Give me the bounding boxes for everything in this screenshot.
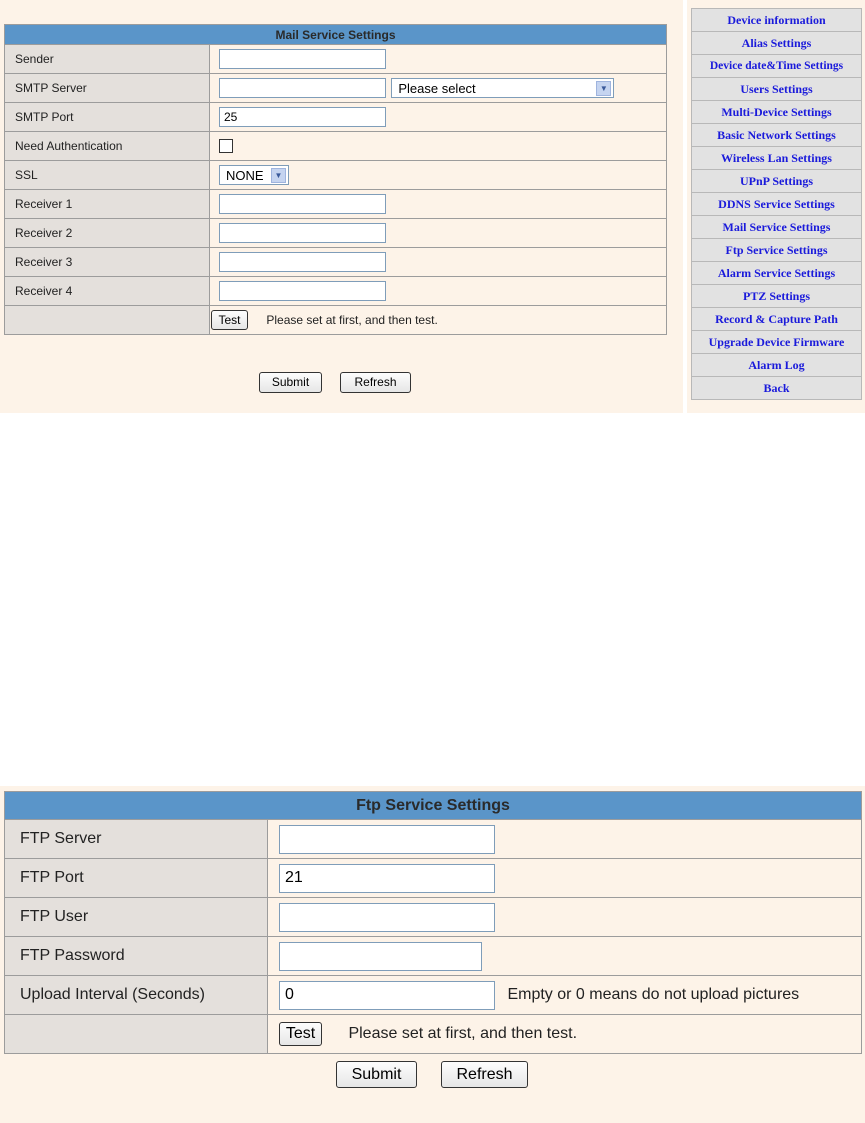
chevron-down-icon: ▼: [271, 168, 286, 183]
nav-item-ftp-service-settings[interactable]: Ftp Service Settings: [692, 239, 862, 262]
sender-input[interactable]: [219, 49, 386, 69]
ftp-server-input[interactable]: [279, 825, 495, 854]
ftp-port-input[interactable]: [279, 864, 495, 893]
mail-submit-button[interactable]: Submit: [259, 372, 322, 393]
nav-item-alarm-log[interactable]: Alarm Log: [692, 354, 862, 377]
ftp-submit-button[interactable]: Submit: [336, 1061, 417, 1088]
auth-label: Need Authentication: [5, 132, 210, 161]
nav-item-ptz-settings[interactable]: PTZ Settings: [692, 285, 862, 308]
nav-item-upnp-settings[interactable]: UPnP Settings: [692, 170, 862, 193]
mail-settings-title: Mail Service Settings: [5, 25, 667, 45]
mail-settings-form: [4, 24, 667, 335]
smtp-port-label: SMTP Port: [5, 103, 210, 132]
mail-test-note: Please set at first, and then test.: [266, 313, 438, 327]
mail-refresh-button[interactable]: Refresh: [340, 372, 411, 393]
ftp-server-label: FTP Server: [5, 820, 268, 859]
receiver3-label: Receiver 3: [5, 248, 210, 277]
nav-item-ddns-service-settings[interactable]: DDNS Service Settings: [692, 193, 862, 216]
nav-item-basic-network-settings[interactable]: Basic Network Settings: [692, 124, 862, 147]
smtp-server-select[interactable]: [391, 78, 614, 98]
ftp-test-button[interactable]: Test: [279, 1022, 322, 1046]
sender-label: Sender: [5, 45, 210, 74]
nav-item-record-capture-path[interactable]: Record & Capture Path: [692, 308, 862, 331]
nav-item-multi-device-settings[interactable]: Multi-Device Settings: [692, 101, 862, 124]
receiver3-input[interactable]: [219, 252, 386, 272]
ftp-settings-title: Ftp Service Settings: [5, 792, 862, 820]
nav-item-mail-service-settings[interactable]: Mail Service Settings: [692, 216, 862, 239]
nav-item-upgrade-device-firmware[interactable]: Upgrade Device Firmware: [692, 331, 862, 354]
nav-item-users-settings[interactable]: Users Settings: [692, 78, 862, 101]
receiver4-label: Receiver 4: [5, 277, 210, 306]
auth-checkbox[interactable]: [219, 139, 233, 153]
nav-item-device-information[interactable]: Device information: [692, 9, 862, 32]
smtp-server-select-value: Please select: [398, 80, 476, 96]
nav-item-alarm-service-settings[interactable]: Alarm Service Settings: [692, 262, 862, 285]
ftp-test-row-spacer: [5, 1015, 268, 1054]
receiver1-label: Receiver 1: [5, 190, 210, 219]
receiver2-label: Receiver 2: [5, 219, 210, 248]
ftp-user-label: FTP User: [5, 898, 268, 937]
ssl-select[interactable]: [219, 165, 289, 185]
nav-item-device-datetime-settings[interactable]: Device date&Time Settings: [692, 55, 862, 78]
nav-item-back[interactable]: Back: [692, 377, 862, 400]
receiver1-input[interactable]: [219, 194, 386, 214]
mail-test-button[interactable]: Test: [211, 310, 248, 330]
ftp-settings-form: [4, 791, 862, 1054]
ssl-select-value: NONE: [226, 167, 264, 183]
settings-nav: [691, 8, 862, 400]
upload-interval-note: Empty or 0 means do not upload pictures: [507, 986, 800, 1003]
receiver2-input[interactable]: [219, 223, 386, 243]
nav-item-wireless-lan-settings[interactable]: Wireless Lan Settings: [692, 147, 862, 170]
ftp-user-input[interactable]: [279, 903, 495, 932]
ssl-label: SSL: [5, 161, 210, 190]
upload-interval-label: Upload Interval (Seconds): [5, 976, 268, 1015]
ftp-password-input[interactable]: [279, 942, 482, 971]
nav-item-alias-settings[interactable]: Alias Settings: [692, 32, 862, 55]
chevron-down-icon: ▼: [596, 81, 611, 96]
ftp-password-label: FTP Password: [5, 937, 268, 976]
receiver4-input[interactable]: [219, 281, 386, 301]
ftp-port-label: FTP Port: [5, 859, 268, 898]
test-row-spacer: [5, 306, 210, 335]
ftp-refresh-button[interactable]: Refresh: [441, 1061, 528, 1088]
ftp-test-note: Please set at first, and then test.: [348, 1025, 578, 1042]
smtp-port-input[interactable]: [219, 107, 386, 127]
smtp-server-label: SMTP Server: [5, 74, 210, 103]
upload-interval-input[interactable]: [279, 981, 495, 1010]
smtp-server-input[interactable]: [219, 78, 386, 98]
